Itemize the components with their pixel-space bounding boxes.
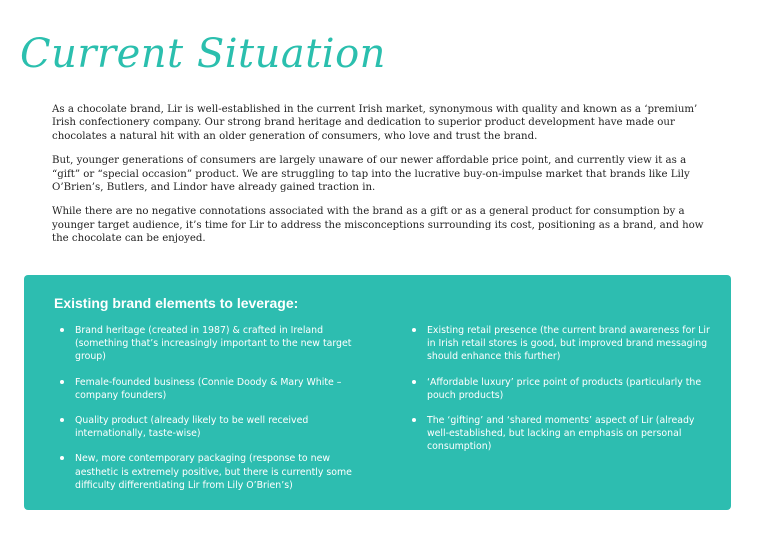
list-item-text: ‘Affordable luxury’ price point of products (particularly the pouch products) (427, 376, 702, 401)
right-column (412, 324, 712, 466)
paragraph: As a chocolate brand, Lir is well-established in the current Irish market, synonymous with quality and known as a ‘premium’ Irish confectionery company. Our strong brand heritage and dedication to superior product development have made our chocolates a natural hit with an older generation of consumers, who love and trust the brand. (52, 104, 698, 142)
bullet-icon (412, 380, 416, 384)
bullet-list (412, 324, 712, 454)
list-item-text: Brand heritage (created in 1987) & crafted in Ireland (something that’s increasingly important to the new target group) (75, 325, 352, 363)
page-title: Current Situation (20, 31, 386, 77)
list-item-text: Quality product (already likely to be well received internationally, taste-wise) (75, 415, 309, 440)
panel-title: Existing brand elements to leverage: (54, 295, 299, 311)
list-item (412, 324, 712, 364)
bullet-icon (60, 328, 64, 332)
left-column (60, 324, 360, 504)
list-item (412, 376, 712, 402)
list-item (60, 452, 360, 492)
paragraph: While there are no negative connotations associated with the brand as a gift or as a general product for consumption by a younger target audience, it’s time for Lir to address the misconceptions surrounding its cost, positioning as a brand, and how the chocolate can be enjoyed. (52, 206, 704, 245)
list-item (60, 414, 360, 440)
bullet-icon (412, 418, 416, 422)
list-item (412, 414, 712, 454)
list-item-text: Female-founded business (Connie Doody & Mary White – company founders) (75, 376, 342, 401)
list-item-text: New, more contemporary packaging (response to new aesthetic is extremely positive, but there is currently some difficulty differentiating Lir from Lily O’Brien’s) (75, 453, 352, 491)
bullet-list (60, 324, 360, 492)
list-item-text: The ‘gifting’ and ‘shared moments’ aspect of Lir (already well-established, but lacking an emphasis on personal consumption) (427, 415, 695, 453)
intro-text (52, 103, 712, 257)
paragraph: But, younger generations of consumers are largely unaware of our newer affordable price point, and currently view it as a “gift” or “special occasion” product. We are struggling to tap into the lucrative buy-on-impulse market that brands like Lily O’Brien’s, Butlers, and Lindor have already gained traction in. (52, 155, 690, 194)
list-item (60, 324, 360, 364)
list-item (60, 376, 360, 402)
bullet-icon (60, 418, 64, 422)
bullet-icon (60, 380, 64, 384)
brand-elements-panel (24, 275, 731, 510)
list-item-text: Existing retail presence (the current brand awareness for Lir in Irish retail stores is good, but improved brand messaging should enhance this further) (427, 325, 710, 363)
bullet-icon (412, 328, 416, 332)
bullet-icon (60, 456, 64, 460)
